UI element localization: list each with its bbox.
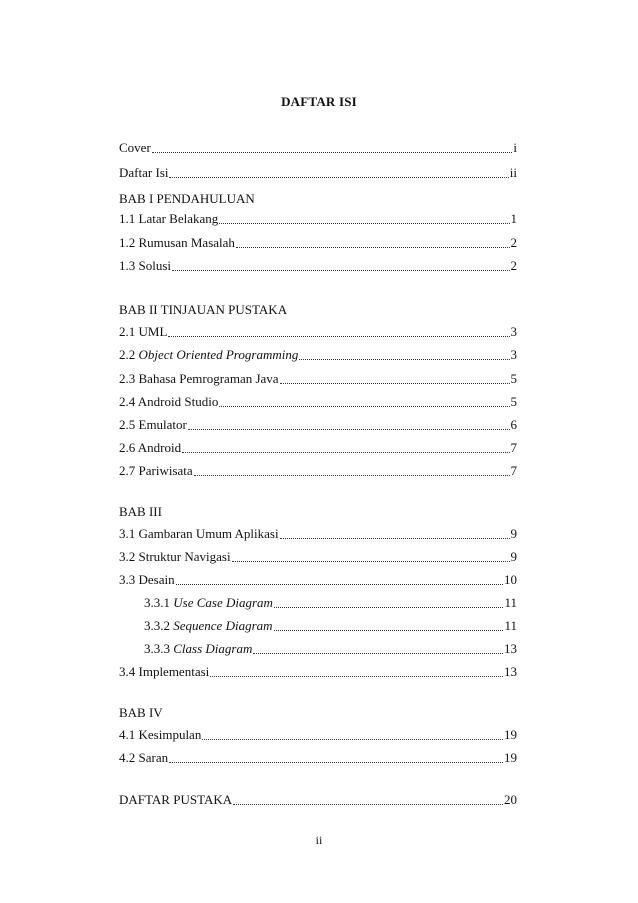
toc-entry-2-3[interactable] [119, 369, 517, 387]
chapter-heading-bab-1: BAB I PENDAHULUAN [119, 191, 255, 206]
toc-entry-text: 2.5 Emulator [119, 417, 187, 432]
toc-entry-1-2[interactable] [119, 233, 517, 251]
dot-leader [188, 427, 510, 430]
chapter-heading-bab-4: BAB IV [119, 705, 163, 720]
toc-entry-page: 6 [510, 417, 517, 432]
toc-entry-text: 4.1 Kesimpulan [119, 727, 202, 742]
toc-entry-page: 11 [504, 595, 517, 610]
toc-entry-text: 2.3 Bahasa Pemrograman Java [119, 371, 279, 386]
dot-leader [168, 334, 509, 337]
dot-leader [169, 175, 508, 178]
toc-entry-page: 3 [510, 324, 517, 339]
toc-entry-page: 5 [510, 394, 517, 409]
toc-entry-prefix: 2.2 [119, 347, 139, 362]
dot-leader [219, 404, 509, 407]
toc-entry-page: 7 [510, 440, 517, 455]
toc-entry-daftar-pustaka[interactable] [119, 790, 517, 808]
chapter-heading-bab-3: BAB III [119, 504, 162, 519]
toc-entry-3-3-1[interactable] [144, 593, 517, 611]
toc-entry-daftar-isi[interactable] [119, 163, 517, 181]
toc-entry-text: Cover [119, 140, 151, 155]
toc-entry-3-3-2[interactable] [144, 616, 517, 634]
dot-leader [299, 357, 509, 360]
dot-leader [274, 628, 504, 631]
toc-entry-1-1[interactable] [119, 209, 517, 227]
dot-leader [152, 150, 513, 153]
toc-entry-text: 1.2 Rumusan Masalah [119, 235, 235, 250]
toc-entry-text: DAFTAR PUSTAKA [119, 792, 233, 807]
toc-entry-text: Class Diagram [173, 641, 253, 656]
page-number: ii [315, 833, 323, 847]
dot-leader [219, 221, 509, 224]
dot-leader [169, 760, 503, 763]
toc-entry-page: 13 [504, 664, 517, 679]
toc-entry-page: 11 [504, 618, 517, 633]
toc-entry-page: i [513, 140, 517, 155]
toc-entry-text: Sequence Diagram [173, 618, 273, 633]
toc-entry-page: ii [509, 165, 517, 180]
toc-entry-1-3[interactable] [119, 256, 517, 274]
dot-leader [210, 674, 503, 677]
toc-entry-page: 5 [510, 371, 517, 386]
toc-entry-text: Object Oriented Programming [138, 347, 299, 362]
toc-entry-page: 2 [510, 235, 517, 250]
toc-entry-3-2[interactable] [119, 547, 517, 565]
toc-entry-page: 13 [504, 641, 517, 656]
chapter-heading-bab-2: BAB II TINJAUAN PUSTAKA [119, 302, 288, 317]
toc-entry-2-6[interactable] [119, 438, 517, 456]
toc-entry-3-4[interactable] [119, 662, 517, 680]
toc-entry-2-4[interactable] [119, 392, 517, 410]
toc-entry-text: 4.2 Saran [119, 750, 169, 765]
dot-leader [232, 559, 510, 562]
toc-entry-text: 1.3 Solusi [119, 258, 172, 273]
dot-leader [274, 605, 504, 608]
toc-entry-page: 1 [510, 211, 517, 226]
dot-leader [172, 268, 509, 271]
toc-entry-text: 2.7 Pariwisata [119, 463, 193, 478]
toc-entry-2-2[interactable] [119, 345, 517, 363]
dot-leader [233, 802, 503, 805]
dot-leader [280, 381, 510, 384]
toc-entry-page: 10 [504, 572, 517, 587]
toc-entry-2-7[interactable] [119, 461, 517, 479]
toc-entry-page: 3 [510, 347, 517, 362]
toc-entry-page: 2 [510, 258, 517, 273]
toc-entry-text: 2.1 UML [119, 324, 168, 339]
toc-entry-prefix: 3.3.3 [144, 641, 174, 656]
toc-entry-page: 19 [504, 727, 517, 742]
dot-leader [202, 737, 503, 740]
toc-entry-text: 1.1 Latar Belakang [119, 211, 219, 226]
toc-entry-text: Use Case Diagram [173, 595, 273, 610]
toc-entry-4-1[interactable] [119, 725, 517, 743]
toc-entry-page: 20 [504, 792, 517, 807]
page-title: DAFTAR ISI [281, 94, 357, 109]
toc-entry-prefix: 3.3.1 [144, 595, 174, 610]
dot-leader [176, 582, 503, 585]
toc-entry-text: 3.2 Struktur Navigasi [119, 549, 231, 564]
toc-entry-prefix: 3.3.2 [144, 618, 174, 633]
dot-leader [194, 473, 510, 476]
toc-entry-page: 9 [510, 526, 517, 541]
dot-leader [280, 536, 510, 539]
dot-leader [236, 245, 510, 248]
toc-entry-3-1[interactable] [119, 524, 517, 542]
toc-entry-page: 9 [510, 549, 517, 564]
toc-entry-text: Daftar Isi [119, 165, 169, 180]
toc-entry-page: 7 [510, 463, 517, 478]
dot-leader [182, 450, 509, 453]
toc-entry-4-2[interactable] [119, 748, 517, 766]
dot-leader [253, 651, 503, 654]
toc-entry-3-3[interactable] [119, 570, 517, 588]
toc-entry-2-5[interactable] [119, 415, 517, 433]
toc-entry-text: 2.4 Android Studio [119, 394, 219, 409]
toc-entry-text: 3.3 Desain [119, 572, 175, 587]
toc-entry-3-3-3[interactable] [144, 639, 517, 657]
toc-entry-2-1[interactable] [119, 322, 517, 340]
toc-entry-text: 3.4 Implementasi [119, 664, 210, 679]
toc-entry-text: 3.1 Gambaran Umum Aplikasi [119, 526, 279, 541]
toc-entry-cover[interactable] [119, 138, 517, 156]
toc-entry-text: 2.6 Android [119, 440, 182, 455]
toc-entry-page: 19 [504, 750, 517, 765]
